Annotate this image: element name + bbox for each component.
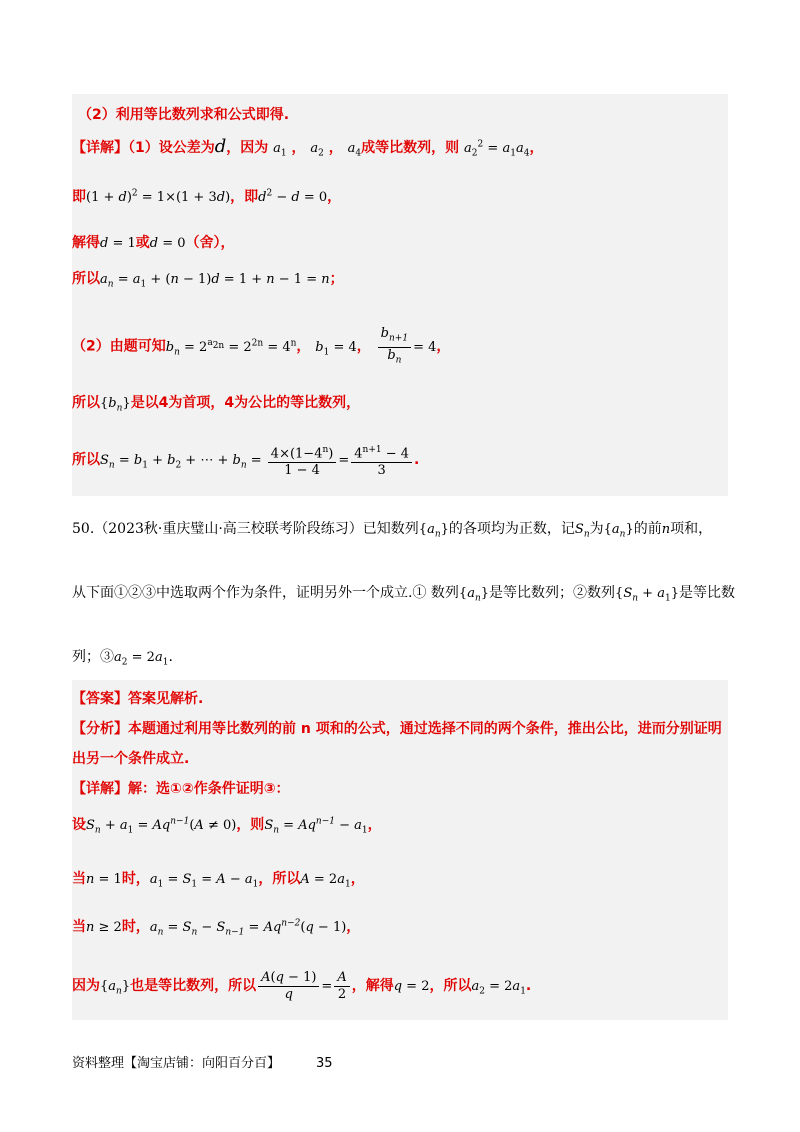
detail2-line-2: 当n = 1时，$a_1 = S_1 = A - a_1$，所以$A = 2a_1$， [72,871,365,890]
detail-line-7: 所以$S_n = b_1 + b_2$ + ⋯ + $b_n$ = $\frac{4\times(1-4^n)}{1 - 4}$ = $\frac{4^{n+1} - 4}{3}$ . [72,442,419,479]
page-number: 35 [316,1056,333,1071]
solution-block-2 [72,680,728,1020]
detail2-line-1: 设$S_n + a_1 = Aq^{n-1}(A \ne 0)$，则$S_n = Aq^{n-1} - a_1$， [72,816,382,836]
analysis-line-2: 出另一个条件成立. [72,751,190,767]
detail-line-6: 所以$\{b_n\}$是以4为首项，4为公比的等比数列， [72,395,361,414]
detail-heading: 【详解】解：选①②作条件证明③： [72,781,290,797]
detail-line-5: （2）由题可知$b_n = 2^{a_{2n}} = 2^{2n} = 4^n$， $b_1 = 4$， $\frac{b_{n+1}}{b_n}$ = 4， [72,326,451,366]
detail-line-4: 所以$a_n = a_1 + (n - 1)d = 1 + n - 1 = n$； [72,271,344,290]
analysis-line: 【分析】本题通过利用等比数列的前 n 项和的公式，通过选择不同的两个条件，推出公比，进而分别证明 [72,721,722,737]
detail2-line-3: 当n ≥ 2时，$a_n = S_n - S_{n-1} = Aq^{n-2}(q - 1)$， [72,918,361,938]
detail-line-2: 即$(1 + d)^2 = 1\times(1 + 3d)$，即$d^2 - d = 0$， [72,188,342,205]
page-footer [72,1052,333,1071]
problem-50-line-2: 从下面①②③中选取两个作为条件，证明另外一个成立.① 数列$\{a_n\}$是等比数列；②数列$\{S_n + a_1\}$是等比数 [72,585,735,604]
part2-hint: （2）利用等比数列求和公式即得. [78,107,290,123]
solution-block-1 [72,94,728,496]
problem-50-line-3: 列；$③a_2 = 2a_1$. [72,649,173,668]
problem-50-line-1: 50.（2023秋·重庆璧山·高三校联考阶段练习）已知数列$\{a_n\}$的各项均为正数，记$S_n$为$\{a_n\}$的前n项和， [72,521,713,540]
detail2-line-4: 因为$\{a_n\}$也是等比数列，所以 $\frac{A(q - 1)}{q}$ = $\frac{A}{2}$ ，解得q = 2，所以$a_2 = 2a_1$. [72,970,532,1002]
detail-line-3: 解得d = 1或d = 0（舍）， [72,235,235,251]
answer-line: 【答案】答案见解析. [72,691,204,707]
footer-source: 资料整理【淘宝店铺：向阳百分百】 [72,1056,281,1071]
detail-line-1: 【详解】（1）设公差为d，因为 $a_1$ ， $a_2$ ， $a_4$成等比数列，则 $a_2^2 = a_1a_4$， [72,136,544,159]
